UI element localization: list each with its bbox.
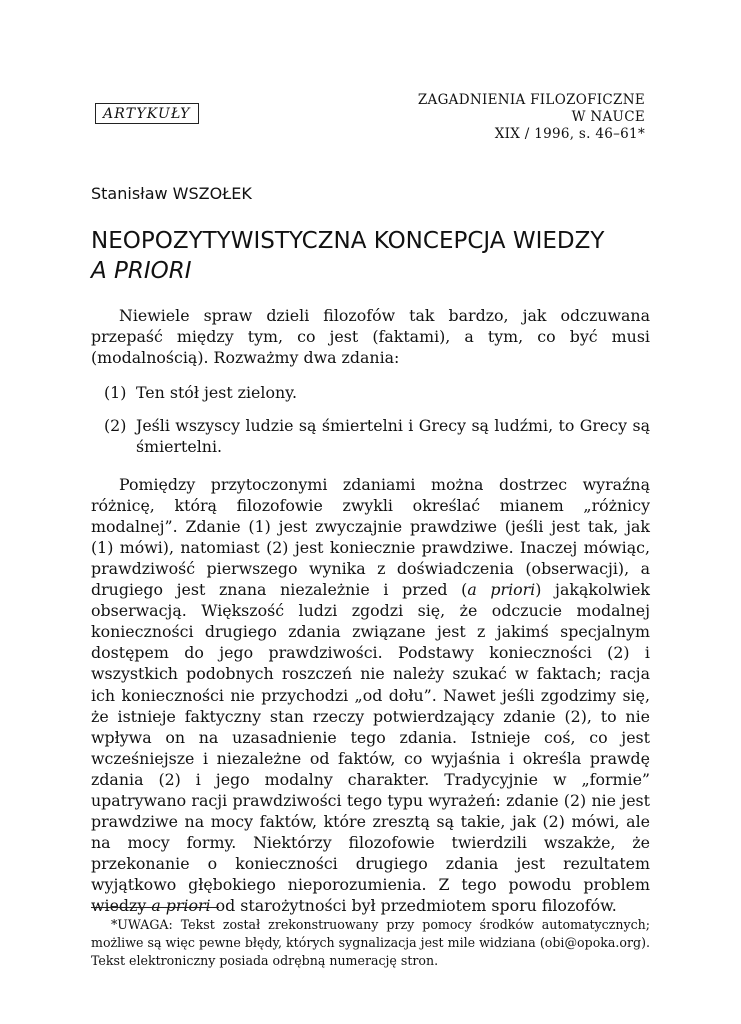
article-body <box>91 305 650 917</box>
sentence-text: Jeśli wszyscy ludzie są śmiertelni i Grecy są ludźmi, to Grecy są śmiertelni. <box>136 416 650 457</box>
intro-paragraph: Niewiele spraw dzieli filozofów tak bardzo, jak odczuwana przepaść między tym, co jest (faktami), a tym, co być musi (modalnością). Rozważmy dwa zdania: <box>91 306 650 368</box>
article-title <box>91 226 651 286</box>
footnote: *UWAGA: Tekst został zrekonstruowany przy pomocy środków automatycznych; możliwe są więc pewne błędy, których sygnalizacja jest mile widziana (obi@opoka.org). Tekst elektroniczny posiada odrębną numerację stron. <box>91 917 650 968</box>
sentence-text: Ten stół jest zielony. <box>136 383 297 403</box>
journal-title: ZAGADNIENIA FILOZOFICZNE <box>417 92 645 108</box>
author-name: Stanisław WSZOŁEK <box>91 184 252 203</box>
sentence-number: (2) <box>104 416 127 436</box>
paragraph-part-3: od starożytności był przedmiotem sporu filozofów. <box>210 896 617 916</box>
sentence-item <box>91 415 650 457</box>
journal-issue: XIX / 1996, s. 46–61* <box>494 126 645 142</box>
emphasis-a-priori: a priori <box>467 580 536 600</box>
footnote-rule <box>91 907 219 908</box>
paragraph-part-2: ) jakąkolwiek obserwacją. Większość ludzi zgodzi się, że odczucie modalnej konieczności drugiego zdania związane jest z jakimś specjalnym dostępem do jego prawdziwości. Podstawy konieczności (2) i wszystkich podobnych roszczeń nie należy szukać w faktach; racja ich konieczności nie przychodzi „od dołu”. Nawet jeśli zgodzimy się, że istnieje faktyczny stan rzeczy potwierdzający zdanie (2), to nie wpływa on na uzasadnienie tego zdania. Istnieje coś, co jest wcześniejsze i niezależne od faktów, co wyjaśnia i określa prawdę zdania (2) i jego modalny charakter. Tradycyjnie w „formie” upatrywano racji prawdziwości tego typu wyrażeń: zdanie (2) nie jest prawdziwe na mocy faktów, które zresztą są takie, jak (2) mówi, ale na mocy formy. Niektórzy filozofowie twierdzili wszakże, że przekonanie o konieczności drugiego zdania jest rezultatem wyjątkowo głębokiego nieporozumienia. Z tego powodu problem wiedzy <box>91 580 650 916</box>
sentence-item <box>91 382 650 403</box>
title-line-2: A PRIORI <box>91 258 192 284</box>
paragraph-part-1: Pomiędzy przytoczonymi zdaniami można dostrzec wyraźną różnicę, którą filozofowie zwykli określać mianem „różnicy modalnej”. Zdanie (1) jest zwyczajnie prawdziwe (jeśli jest tak, jak (1) mówi), natomiast (2) jest koniecznie prawdziwe. Inaczej mówiąc, prawdziwość pierwszego wynika z doświadczenia (obserwacji), a drugiego jest znana niezależnie i przed ( <box>91 474 650 600</box>
journal-subtitle: W NAUCE <box>571 109 645 125</box>
emphasis-a-priori: a priori <box>151 896 211 916</box>
section-label: ARTYKUŁY <box>95 103 199 124</box>
example-sentences <box>91 382 650 457</box>
sentence-number: (1) <box>104 383 127 403</box>
title-line-1: NEOPOZYTYWISTYCZNA KONCEPCJA WIEDZY <box>91 228 605 254</box>
main-paragraph <box>91 474 650 917</box>
journal-info <box>325 92 645 143</box>
